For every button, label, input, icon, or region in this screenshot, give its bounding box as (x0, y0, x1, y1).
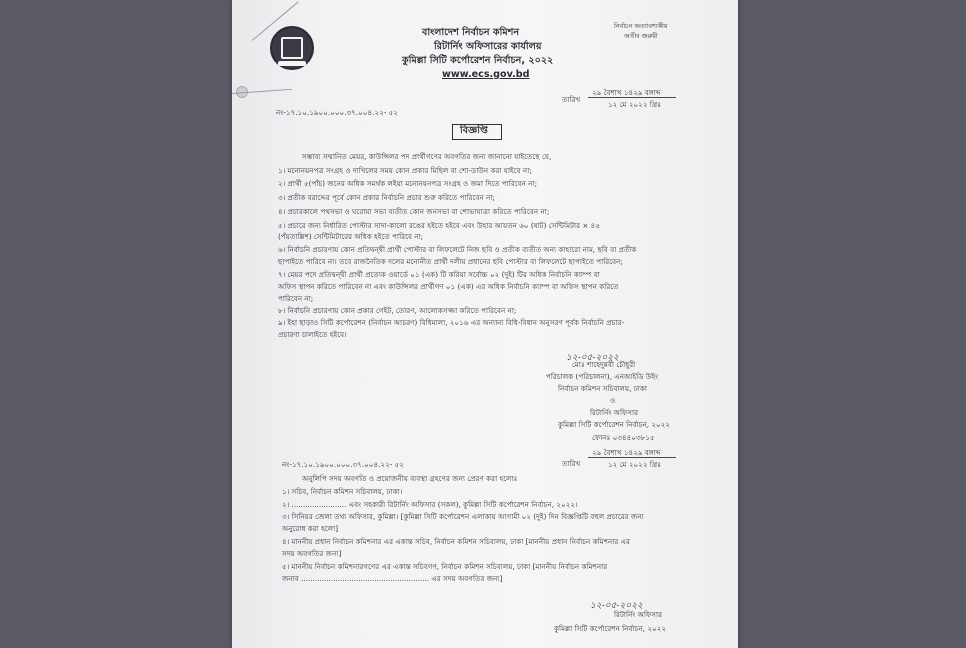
memo-number-2: নং-১৭.১০.১৯০০.০০০.৩৭.০০৪.২২- ৫২ (282, 460, 404, 469)
date-divider-2 (588, 457, 676, 458)
signature-1: ১২-০৫-২০২২ (566, 353, 619, 363)
rule-item: ১। মনোনয়নপত্র সংগ্রহ ও দাখিলের সময় কোন প্রকার মিছিল বা শো-ডাউন করা যাইবে না; (278, 166, 532, 175)
rule-item: ৭। মেয়র পদে প্রতিদ্বন্দ্বী প্রার্থী প্রত্যেক ওয়ার্ডে ০১ (এক) টি করিয়া সর্বোচ্চ ০২ (দুই) টির অধিক নির্বাচনি ক্যাম্প বা (278, 270, 600, 279)
org-name: বাংলাদেশ নির্বাচন কমিশন (422, 27, 520, 38)
date-divider (588, 97, 676, 98)
rule-item: ২। প্রার্থী ৫(পাঁচ) জনের অধিক সমর্থক লইয়া মনোনয়নপত্র সংগ্রহ ও জমা দিতে পারিবেন না; (278, 179, 538, 188)
rule-item-cont: ছাপাইতে পারিবে না। তবে রাজনৈতিক দলের মনোনীত প্রার্থী দলীয় প্রধানের ছবি পোস্টার বা লিফলেটে ছাপাইতে পারিবেন; (278, 257, 623, 266)
copy-item-cont: জনাব ........................................................ এর সদয় অবগতির জন্য] (282, 574, 503, 583)
rule-item: ৫। প্রচারে জন্য নির্ধারিত পোস্টার সাদা-কালো রঙের হইতে হইবে এবং উহার আয়তন ৬০ (ষাট) সেন্টিমিটার × ৪৫ (278, 221, 600, 230)
signatory-phone: ফোনঃ ০৩৪৪০৩৮১৫ (592, 433, 655, 442)
signatory-title: পরিচালক (পরিচালনা), এনআইডি উইং (546, 372, 659, 381)
website: www.ecs.gov.bd (442, 69, 530, 80)
signatory-and: ও (610, 396, 616, 405)
date-bangla-2: ২৯ বৈশাখ ১৪২৯ বঙ্গাব্দ (592, 448, 661, 457)
notice-title: বিজ্ঞপ্তি (460, 125, 488, 136)
rule-item-cont: অফিস স্থাপন করিতে পারিবেন না এবং কাউন্সিলর প্রার্থীগণ ০১ (এক) এর অধিক নির্বাচনি ক্যাম্প বা অফিস স্থাপন করিতে (278, 282, 619, 291)
copy-item: ৫। মাননীয় নির্বাচন কমিশনারগণের এর একান্ত সচিবগণ, নির্বাচন কমিশন সচিবালয়, ঢাকা [মাননীয় নির্বাচন কমিশনার (282, 562, 608, 571)
date-label: তারিখ (562, 95, 581, 104)
rule-item-cont: (পঁয়তাল্লিশ) সেন্টিমিটারের অধিক হইতে পারিবে না; (278, 232, 424, 241)
rule-item: ৩। প্রতীক বরাদ্দের পূর্বে কোন প্রকার নির্বাচনি প্রচার শুরু করিতে পারিবেন না; (278, 193, 495, 202)
copy-item: ১। সচিব, নির্বাচন কমিশন সচিবালয়, ঢাকা। (282, 487, 403, 496)
rule-item: ৪। প্রচারকালে পথসভা ও ঘরোয়া সভা ব্যতীত কোন জনসভা বা শোভাযাত্রা করিতে পারিবেন না; (278, 207, 550, 216)
intro-text: সম্ভাব্য সম্মানিত মেয়র, কাউন্সিলর পদ প্রার্থীগণের অবগতির জন্য জানানো যাইতেছে যে, (302, 152, 552, 161)
urgency-line2: অতীব জরুরী (624, 32, 658, 40)
signatory-office: নির্বাচন কমিশন সচিবালয়, ঢাকা (558, 384, 647, 393)
office-name: রিটার্নিং অফিসারের কার্যালয় (434, 41, 542, 52)
copy-item: ৩। সিনিয়র জেলা তথ্য অফিসার, কুমিল্লা। [কুমিল্লা সিটি কর্পোরেশন এলাকায় আগামী ০২ (দুই) দিন বিজ্ঞপ্তিটি বহুল প্রচারের জন্য (282, 512, 644, 521)
rule-item: ৮। নির্বাচনি প্রচারণায় কোন প্রকার গেইট, তোরণ, আলোকসজ্জা করিতে পারিবেন না; (278, 306, 517, 315)
urgency-line1: নির্বাচন অত্যাবশ্যকীয় (614, 22, 668, 30)
rule-item: ৯। ইহা ছাড়াও সিটি কর্পোরেশন (নির্বাচন আচরণ) বিধিমালা, ২০১৬ এর অন্যান্য বিধি-বিধান অনুসরণ পূর্বক নির্বাচনি প্রচার- (278, 318, 625, 327)
signatory-election: কুমিল্লা সিটি কর্পোরেশন নির্বাচন, ২০২২ (558, 420, 671, 429)
memo-number: নং-১৭.১০.১৯০০.০০০.৩৭.০০৪.২২- ৫২ (276, 108, 398, 117)
election-name: কুমিল্লা সিটি কর্পোরেশন নির্বাচন, ২০২২ (402, 55, 554, 66)
copy-item: ৪। মাননীয় প্রধান নির্বাচন কমিশনার এর একান্ত সচিব, নির্বাচন কমিশন সচিবালয়, ঢাকা [মাননীয় প্রধান নির্বাচন কমিশনার এর (282, 537, 630, 546)
copy-item-cont: সদয় অবগতির জন্য] (282, 549, 342, 558)
rule-item-cont: পারিবেন না; (278, 294, 314, 303)
date-bangla: ২৯ বৈশাখ ১৪২৯ বঙ্গাব্দ (592, 88, 661, 97)
signatory-role: রিটার্নিং অফিসার (590, 408, 639, 417)
date-gregorian-2: ১২ মে ২০২২ খ্রিঃ (608, 460, 662, 469)
rule-item-cont: প্রচারণা চালাইতে হইবে। (278, 330, 347, 339)
copy-item-cont: অনুরোধ করা হলো] (282, 524, 339, 533)
copy-item: ২। ........................ এবং সহকারী রিটার্নিং অফিসার (সকল), কুমিল্লা সিটি কর্পোরেশন নির্বাচন, ২০২২। (282, 500, 578, 509)
copies-intro: অনুলিপি সদয় অবগতি ও প্রয়োজনীয় ব্যবস্থা গ্রহণের জন্য প্রেরণ করা হলোঃ (302, 474, 518, 483)
footer-election: কুমিল্লা সিটি কর্পোরেশন নির্বাচন, ২০২২ (554, 624, 667, 633)
footer-role: রিটার্নিং অফিসার (614, 610, 663, 619)
government-seal-logo (270, 26, 314, 70)
document-page (232, 0, 738, 648)
signatory-name: মোঃ শাহেদুন্নবী চৌধুরী (572, 360, 636, 369)
rule-item: ৬। নির্বাচনি প্রচারণায় কোন প্রতিদ্বন্দ্বী প্রার্থী পোস্টার বা লিফলেটে নিজ ছবি ও প্রতীক ব্যতীত অন্য কাহারো নাম, ছবি বা প্রতীক (278, 245, 637, 254)
signature-2: ১২-০৫-২০২২ (590, 601, 643, 611)
date-label-2: তারিখ (562, 459, 581, 468)
date-gregorian: ১২ মে ২০২২ খ্রিঃ (608, 100, 662, 109)
